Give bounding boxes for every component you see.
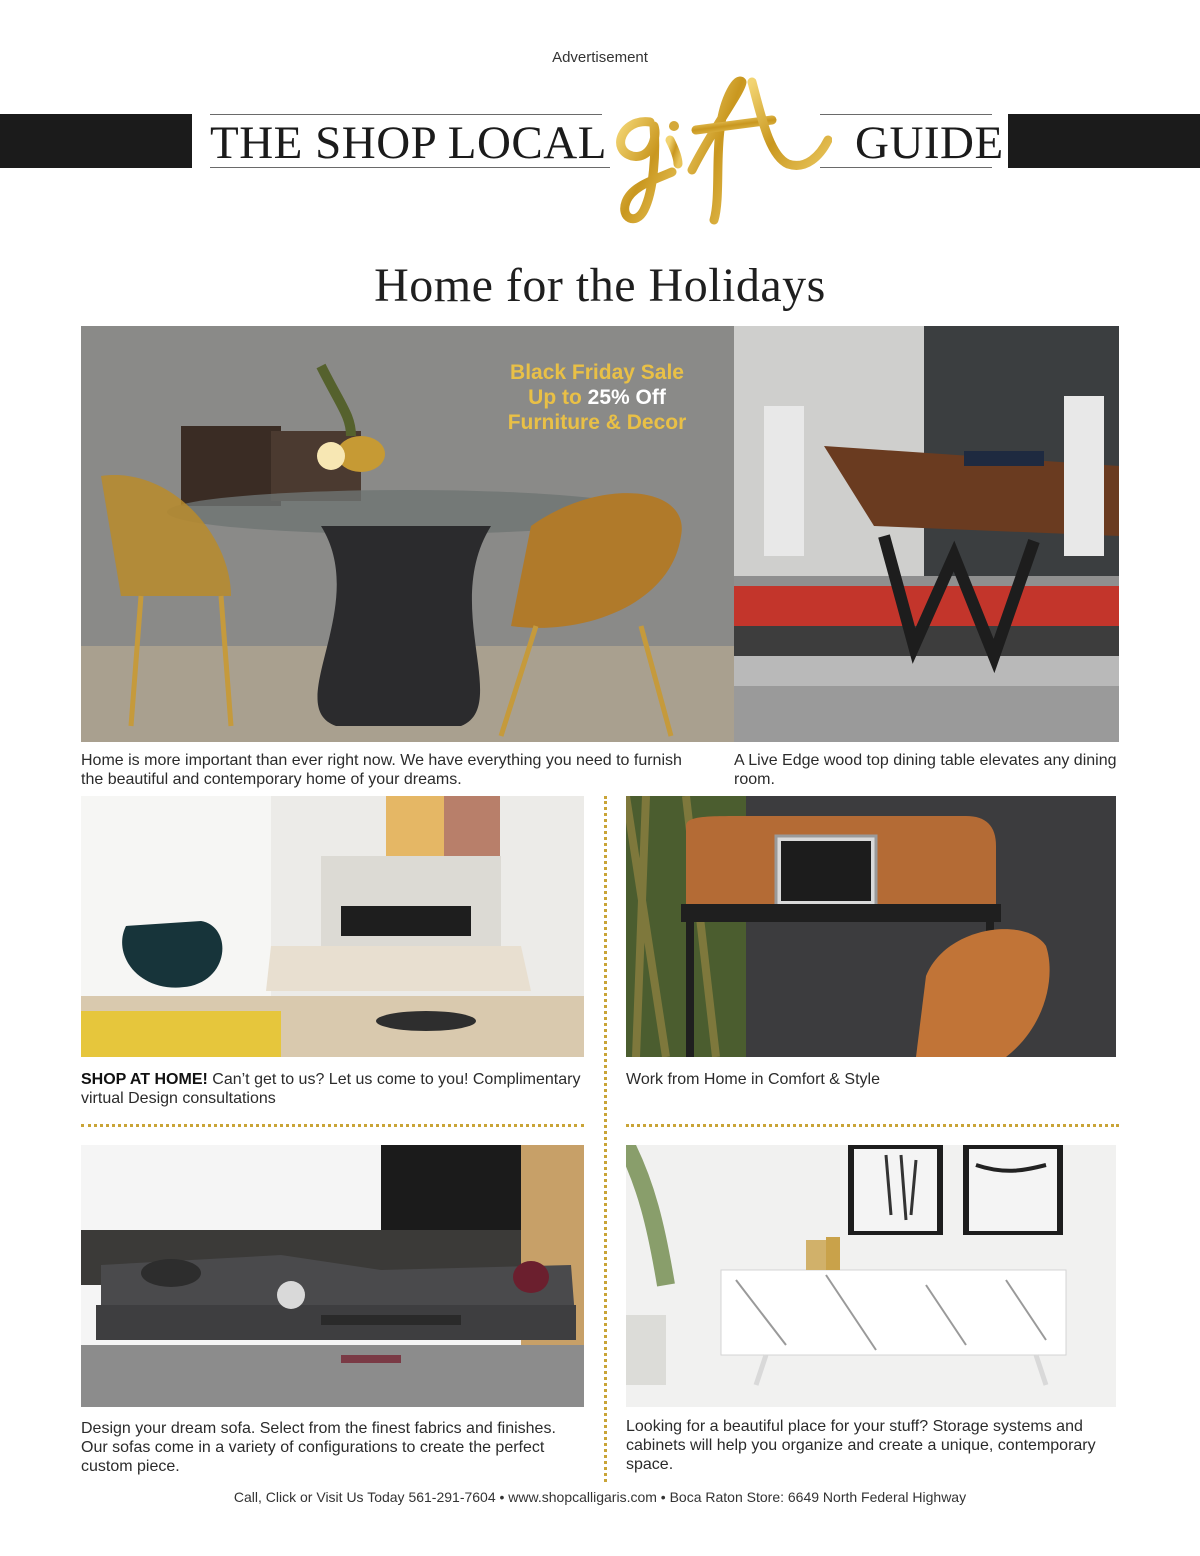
header-shop-local-text: THE SHOP LOCAL bbox=[210, 117, 607, 169]
photo-sectional-sofa bbox=[81, 1145, 584, 1407]
header-rule-top-right bbox=[820, 114, 992, 115]
center-dotted-divider bbox=[604, 796, 607, 1482]
promo-line-1: Black Friday Sale bbox=[510, 361, 684, 384]
caption-storage: Looking for a beautiful place for your stuff? Storage systems and cabinets will help you organize and create a unique, contemporary space. bbox=[626, 1418, 1096, 1473]
advertisement-label: Advertisement bbox=[552, 49, 648, 66]
promo-line-2-prefix: Up to bbox=[528, 386, 588, 409]
header-rule-top-left bbox=[210, 114, 602, 115]
header-guide-text: GUIDE bbox=[855, 117, 1004, 169]
header-bar-right bbox=[1008, 114, 1200, 168]
caption-dining-intro: Home is more important than ever right now. We have everything you need to furnish the beautiful and contemporary home of your dreams. bbox=[81, 752, 682, 788]
caption-dream-sofa: Design your dream sofa. Select from the finest fabrics and finishes. Our sofas come in a variety of configurations to create the perfect custom piece. bbox=[81, 1420, 556, 1475]
black-friday-promo bbox=[462, 360, 732, 435]
footer-contact: Call, Click or Visit Us Today 561-291-7604 • www.shopcalligaris.com • Boca Raton Store: 6649 North Federal Highway bbox=[233, 1489, 967, 1505]
caption-shop-at-home-bold: SHOP AT HOME! bbox=[81, 1071, 208, 1088]
photo-marble-cabinet bbox=[626, 1145, 1116, 1407]
photo-home-office bbox=[626, 796, 1116, 1057]
dotted-divider-left bbox=[81, 1124, 584, 1127]
photo-living-room bbox=[81, 796, 584, 1057]
promo-line-3: Furniture & Decor bbox=[507, 411, 687, 434]
section-title: Home for the Holidays bbox=[374, 259, 826, 312]
header-bar-left bbox=[0, 114, 192, 168]
promo-discount: 25% Off bbox=[587, 386, 666, 409]
gift-script-logo bbox=[592, 60, 832, 230]
photo-live-edge-table bbox=[734, 326, 1119, 742]
caption-live-edge: A Live Edge wood top dining table elevates any dining room. bbox=[734, 752, 1117, 788]
caption-shop-at-home-rest: Can’t get to us? Let us come to you! Complimentary virtual Design consultations bbox=[81, 1071, 581, 1107]
caption-shop-at-home bbox=[81, 1070, 581, 1108]
caption-work-from-home: Work from Home in Comfort & Style bbox=[626, 1071, 880, 1088]
promo-line-2 bbox=[462, 385, 732, 410]
dotted-divider-right bbox=[626, 1124, 1119, 1127]
